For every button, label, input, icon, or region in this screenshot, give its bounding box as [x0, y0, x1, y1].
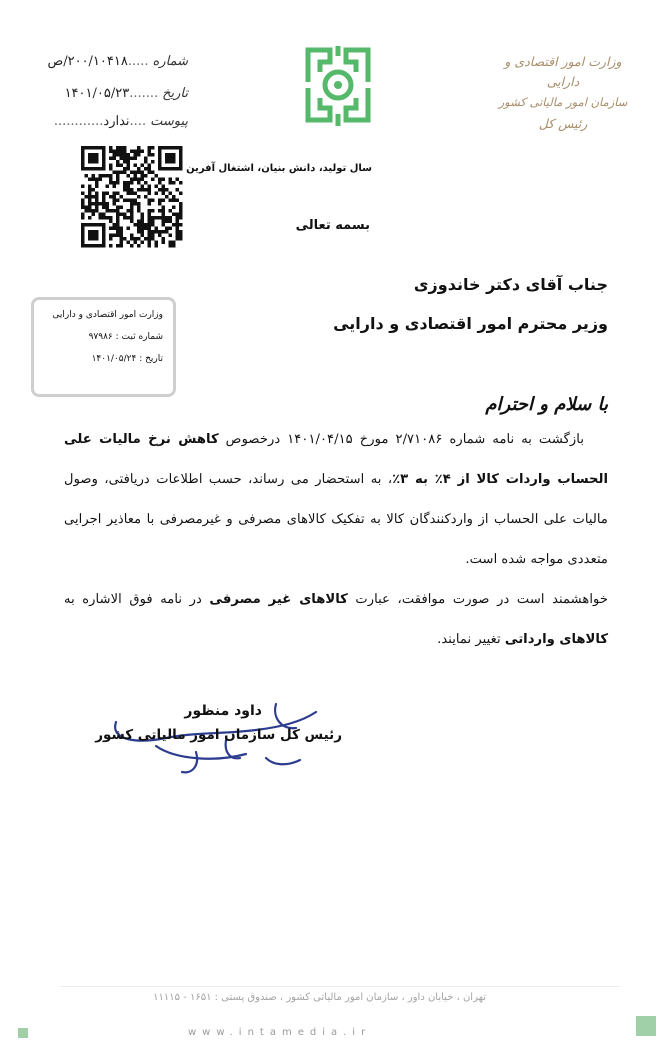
- footer-website: www.intamedia.ir: [188, 1027, 372, 1038]
- signatory-title: رئیس کل سازمان امور مالیاتی کشور: [95, 727, 342, 743]
- recipient-name: جناب آقای دکتر خاندوزی: [413, 275, 608, 294]
- tax-organization-logo: [300, 42, 376, 128]
- ministry-heading: [488, 52, 638, 136]
- letter-attachment-label: پیوست: [150, 114, 188, 129]
- stamp-reg-number: شماره ثبت : ۹۷۹۸۶: [88, 332, 163, 342]
- stamp-date: تاریخ : ۱۴۰۱/۰۵/۲۴: [91, 354, 163, 364]
- qr-code-modules: [81, 146, 183, 248]
- footer-address: تهران ، خیابان داور ، سازمان امور مالیاتی کشور ، صندوق پستی : ۱۶۵۱ - ۱۱۱۱۵: [153, 992, 486, 1003]
- letter-date: تاریخ.......۱۴۰۱/۰۵/۲۳: [64, 86, 188, 101]
- stamp-ministry: وزارت امور اقتصادی و دارایی: [52, 310, 163, 320]
- footer-square-left: [18, 1028, 28, 1038]
- letter-number-label: شماره: [152, 54, 188, 69]
- letter-number: شماره.....۲۰۰/۱۰۴۱۸/ص: [47, 54, 188, 69]
- greeting: با سلام و احترام: [485, 394, 608, 415]
- footer-square-right: [636, 1016, 656, 1036]
- letter-date-label: تاریخ: [162, 86, 188, 101]
- highlight-imported-goods: کالاهای وارداتی: [504, 632, 608, 647]
- highlight-rate-reduction: کاهش نرخ مالیات علی الحساب واردات کالا از ۴٪ به ۳٪: [64, 432, 608, 487]
- body-paragraph-2: خواهشمند است در صورت موافقت، عبارت کالاهای غیر مصرفی در نامه فوق الاشاره به کالاهای وارداتی تغییر نمایند.: [64, 592, 609, 647]
- ministry-line-3: رئیس کل: [538, 116, 588, 131]
- ministry-line-2: سازمان امور مالیاتی کشور: [498, 95, 628, 109]
- ministry-line-1: وزارت امور اقتصادی و دارایی: [504, 54, 622, 89]
- year-slogan: سال تولید، دانش بنیان، اشتغال آفرین: [186, 163, 372, 174]
- footer-divider: [60, 986, 620, 987]
- registration-stamp: [31, 297, 176, 397]
- letter-number-value: ۲۰۰/۱۰۴۱۸/ص: [47, 54, 128, 69]
- body-paragraph-1: بازگشت به نامه شماره ۲/۷۱۰۸۶ مورخ ۱۴۰۱/۰۴/۱۵ درخصوص کاهش نرخ مالیات علی الحساب واردات کالا از ۴٪ به ۳٪، به استحضار می رساند، حسب اطلاعات دریافتی، وصول مالیات علی الحساب از واردکنندگان کالا به تفکیک کالاهای مصرفی و غیرمصرفی با معاذیر اجرایی متعددی مواجه شده است.: [64, 432, 608, 567]
- letter-attachment-value: ندارد: [103, 114, 130, 129]
- letter-date-value: ۱۴۰۱/۰۵/۲۳: [64, 86, 130, 101]
- highlight-non-consumer-goods: کالاهای غیر مصرفی: [209, 592, 348, 607]
- letter-attachment: پیوست....ندارد............: [53, 114, 188, 129]
- bismillah: بسمه تعالی: [295, 218, 370, 233]
- signatory-name: داود منظور: [184, 703, 262, 719]
- qr-code: [81, 146, 187, 248]
- letter-body: [64, 420, 608, 660]
- recipient-title: وزیر محترم امور اقتصادی و دارایی: [333, 314, 608, 333]
